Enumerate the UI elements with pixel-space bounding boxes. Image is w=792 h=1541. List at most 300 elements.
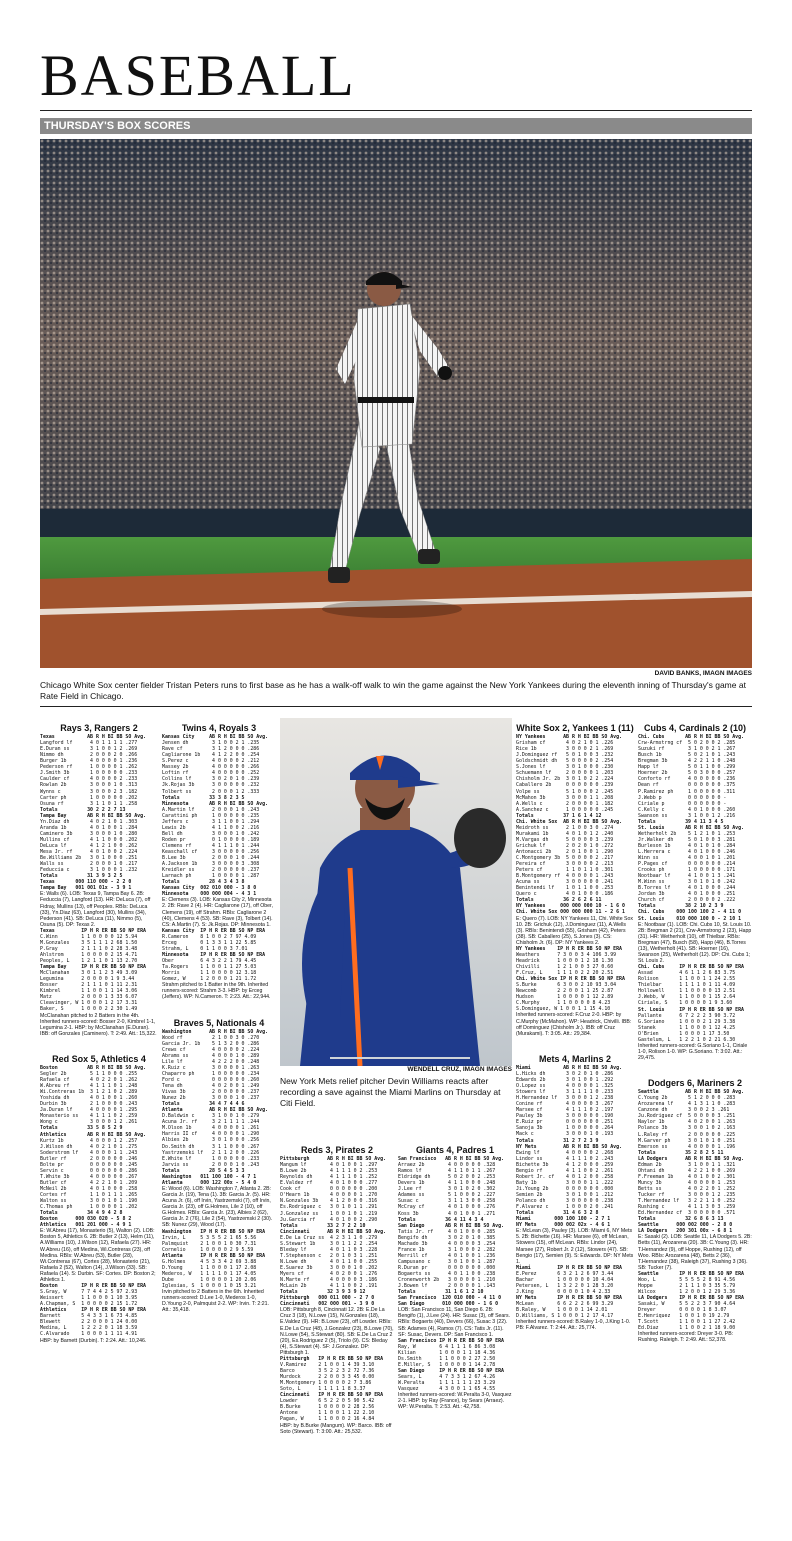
white-sox-player-photo: [40, 139, 752, 668]
game-tail: Inherited runners-scored: G.Soriano 1-1, Ciriale 1-0, Rolison 1-0. WP: G.Soriano. T: 3:02. Att.: 29,475.: [638, 1042, 748, 1061]
pitching-line: W.Peralta 1 1 1 1 1 1 23 3.29: [398, 1380, 496, 1387]
box-line: McLain 2b 4 1 1 0 0 2 .191: [280, 1283, 378, 1290]
box-line: Bleday lf 4 0 1 1 0 3 .228: [280, 1246, 378, 1253]
box-line: Cook cf 0 0 0 0 0 0 .200: [280, 1186, 378, 1193]
box-line: W.Abreu rf 4 1 1 1 0 1 .248: [40, 1083, 138, 1090]
box-line: Meidroth ss 2 1 0 0 3 0 .274: [516, 824, 614, 831]
pitching-line: Dube 1 0 0 0 0 1 20 2.06: [162, 1276, 257, 1283]
box-line: Mangum lf 4 0 1 0 0 1 .297: [280, 1162, 378, 1169]
pitching-line: Palmquist 2 1 0 0 1 0 30 7.31: [162, 1240, 257, 1247]
box-line: McMahon 3b 3 0 0 0 1 1 .208: [516, 794, 614, 801]
pitching-line: Pittsburgh IP H R ER BB SO NP ERA: [280, 1356, 384, 1363]
pitching-line: C.Winn 1 1 0 0 0 0 12 5.94: [40, 933, 138, 940]
box-line: Totals 33 2 7 2 2 10: [280, 1222, 366, 1229]
box-line: Wi.Contreras 1b 3 1 2 1 0 2 .289: [40, 1089, 138, 1096]
box-line: Edman 2b 3 1 0 0 1 1 .321: [638, 1161, 736, 1168]
box-line: Keaschall cf 3 0 0 0 0 0 .256: [162, 848, 260, 855]
pitching-line: Weissert 1 1 0 0 0 1 10 3.95: [40, 1295, 138, 1302]
box-line: Ja.Duran lf 4 0 0 0 0 1 .295: [40, 1107, 138, 1114]
box-line: Baty 1b 3 0 0 0 1 1 .222: [516, 1179, 614, 1186]
pitching-line: Gomez, W 1 2 0 0 0 1 21 1.72: [162, 976, 257, 983]
box-line: Caminero 3b 3 0 0 0 1 0 .280: [40, 830, 138, 837]
pitching-line: Seattle IP H R ER BB SO NP ERA: [638, 1270, 744, 1277]
box-line: Arraez 2b 4 0 0 0 0 0 .328: [398, 1162, 496, 1169]
box-line: Polanco 3b 3 0 0 1 0 2 .163: [638, 1125, 736, 1132]
box-line: Pereira cf 3 0 0 0 0 2 .213: [516, 861, 614, 868]
box-line: M.Olson 1b 4 0 0 0 0 1 .261: [162, 1125, 260, 1132]
box-line: Totals 33 5 8 5 2 9: [40, 1125, 123, 1132]
box-line: Miami 000 100 100 - 2 7 1: [516, 1216, 611, 1223]
box-line: J.Wilson dh 4 0 2 1 0 1 .275: [40, 1143, 138, 1150]
box-line: Pederson rf 1 0 0 0 0 1 .262: [40, 764, 138, 771]
box-line: Lile lf 4 2 2 2 0 0 .248: [162, 1058, 260, 1065]
box-line: Seattle 000 002 000 - 2 8 0: [638, 1222, 733, 1229]
pitching-line: Texas IP H R ER BB SO NP ERA: [40, 927, 146, 934]
box-line: C.Montgomery 3b 5 0 0 0 0 2 .217: [516, 855, 614, 862]
pitching-line: Antone 1 1 0 0 1 1 22 2.10: [280, 1410, 375, 1417]
box-line: Rave cf 3 1 2 0 0 0 .286: [162, 746, 260, 753]
pitching-line: Minnesota IP H R ER BB SO NP ERA: [162, 952, 266, 959]
pitching-line: E.Perez 6 3 2 1 2 6 97 3.44: [516, 1270, 614, 1277]
game-notes: E: Clemens (3). LOB: Kansas City 2, Minnesota 2. 2B: Rave 2 (4). HR: Cagliarone (17), off Ober, Clemens (19), off Strahm. RBIs: Cagliarone 2 (40), Clemens 4 (53). SB: Rave (3), Tolbert (14). CS: A.Martin (7). S: Jk.Rojas. DP: Minnesota 1.: [162, 897, 273, 928]
box-line: Edwards 2b 3 0 1 0 0 1 .292: [516, 1077, 614, 1084]
box-line: Monasterio ss 4 1 1 1 0 2 .259: [40, 1113, 138, 1120]
pitching-line: Matz 2 0 0 0 1 3 33 6.07: [40, 994, 138, 1001]
pitching-line: O'Brien 1 0 0 0 1 17 3.50: [638, 1030, 730, 1037]
pitching-line: Sasaki, W 5 5 2 2 3 7 90 4.64: [638, 1301, 736, 1308]
box-line: Suzuki rf 3 1 0 0 2 1 .267: [638, 746, 736, 753]
box-line: Quero c 4 0 1 0 0 0 .186: [516, 891, 614, 898]
pitching-line: J.Webb, W 1 1 0 0 0 1 15 2.64: [638, 994, 736, 1001]
box-line: L.Hicks dh 3 0 2 0 1 0 .286: [516, 1071, 614, 1077]
box-line: Emerson ss 4 0 0 0 0 1 .196: [638, 1143, 736, 1150]
box-line: Chi. White Sox AB R H BI BB SO Avg.: [516, 818, 622, 825]
box-line: A.Sanchez c 1 0 0 0 0 0 .245: [516, 806, 614, 813]
box-line: Bogaerts ss 4 0 1 1 0 0 .238: [398, 1270, 496, 1277]
box-line: DeLuca lf 4 1 2 1 0 0 .262: [40, 842, 138, 849]
pitching-line: Vasquez 4 3 0 0 1 1 65 4.55: [398, 1386, 496, 1393]
box-line: Koss 3b 4 0 1 0 0 1 .271: [398, 1210, 496, 1217]
box-line: Kansas City 002 010 000 - 3 8 0: [162, 885, 257, 892]
game-headline: Reds 3, Pirates 2: [300, 1145, 374, 1156]
photo2-caption: New York Mets relief pitcher Devin Williams reacts after recording a save against the Miami Marlins on Thursday at Citi Field.: [280, 1076, 501, 1108]
box-line: Cronenworth 2b 3 0 0 0 0 1 .210: [398, 1277, 496, 1284]
box-line: Abrams ss 4 0 0 0 1 0 .289: [162, 1052, 260, 1059]
pitching-line: St. Louis IP H R ER BB SO NP ERA: [638, 1006, 744, 1013]
pitching-line: Hoppe 2 1 1 1 0 3 35 5.79: [638, 1282, 736, 1289]
game-headline: Cubs 4, Cardinals 2 (10): [643, 723, 747, 734]
box-line: E.Valdez rf 4 0 1 0 0 0 .277: [280, 1180, 378, 1187]
box-line: Aranda 1b 4 0 1 0 0 1 .284: [40, 824, 138, 831]
box-column-5: [516, 710, 634, 1540]
box-line: NY Mets 000 002 02x - 4 6 1: [516, 1222, 611, 1229]
box-line: Pittsburgh AB R H BI BB SO Avg.: [280, 1156, 386, 1163]
box-line: Bolte pr 0 0 0 0 0 0 .245: [40, 1161, 138, 1168]
box-line: Tena dh 4 0 2 0 0 1 .249: [162, 1083, 260, 1090]
box-line: Ji.Young 2b 0 0 0 0 0 0 .000: [516, 1185, 614, 1192]
box-line: N.Gonzales 3b 4 1 2 0 0 0 .316: [280, 1198, 378, 1205]
main-photo: [40, 139, 752, 668]
box-line: Goldschmidt dh 5 0 0 0 0 2 .254: [516, 758, 614, 765]
box-line: Betts ss 4 0 2 2 0 1 .252: [638, 1185, 736, 1192]
pitching-line: Barco 3 5 2 2 3 2 72 7.36: [280, 1368, 375, 1375]
box-score: [280, 1144, 394, 1435]
box-line: Acuna ss 3 0 0 0 0 0 .241: [516, 879, 614, 886]
box-line: McNeil 2b 4 0 1 0 0 0 .258: [40, 1185, 138, 1192]
box-line: Yoshida dh 4 0 1 0 0 1 .260: [40, 1095, 138, 1102]
box-line: N.Lowe dh 4 0 1 1 0 0 .255: [280, 1258, 378, 1265]
pitching-line: A.Chapman, S 1 0 0 0 0 2 15 1.72: [40, 1301, 138, 1308]
box-line: J.Dominguez rf 5 0 1 0 0 3 .232: [516, 752, 614, 759]
pitching-line: Washington IP H R ER BB SO NP ERA: [162, 1228, 266, 1235]
pitching-line: San Diego IP H R ER BB SO NP ERA: [398, 1367, 504, 1374]
box-line: Machado 3b 4 0 0 0 0 3 .254: [398, 1240, 496, 1247]
box-line: Osuna rf 3 1 1 0 1 1 .258: [40, 800, 138, 807]
box-line: Mullins cf 4 1 1 0 0 0 .202: [40, 836, 138, 843]
box-line: Swanson ss 3 1 0 0 1 2 .216: [638, 812, 736, 819]
box-line: E.Duran ss 3 1 0 0 1 2 .269: [40, 746, 138, 753]
pitching-line: T.Scott 1 1 0 0 1 1 27 2.42: [638, 1319, 736, 1326]
pitching-line: Medina, L 1 2 2 2 0 1 18 3.59: [40, 1325, 138, 1332]
box-line: Totals 35 2 8 2 5 11: [638, 1149, 724, 1156]
box-column-1: [40, 710, 158, 1540]
box-score: [40, 1053, 158, 1344]
pitching-line: Boston IP H R ER BB SO NP ERA: [40, 1283, 146, 1290]
mets-pitcher-photo: [280, 718, 512, 1066]
box-line: NY Yankees 000 000 000 10 - 1 6 0: [516, 903, 625, 910]
box-line: O.Lopez ss 4 0 0 0 0 1 .325: [516, 1083, 614, 1090]
box-line: Bichette 3b 4 1 2 0 0 0 .259: [516, 1161, 614, 1168]
pitching-line: Kimbrel 1 1 0 0 1 1 14 3.06: [40, 988, 138, 995]
pitching-line: Rolison 1 1 0 0 1 1 24 2.55: [638, 976, 736, 983]
box-line: T.Stephenson c 2 0 1 0 3 1 .251: [280, 1252, 378, 1259]
pitching-line: Chivilli 1 2 1 0 0 3 27 0.60: [516, 964, 614, 971]
pitching-line: C.Alvarado 1 0 0 0 1 1 11 4.91: [40, 1331, 138, 1338]
box-line: M.Winn ss 3 0 1 0 1 0 .242: [638, 879, 736, 886]
box-line: Chi. Cubs AB R H BI BB SO Avg.: [638, 734, 744, 741]
pitching-line: McClanahan 3 0 1 1 2 3 49 3.09: [40, 970, 138, 977]
box-line: L.Herrera c 4 0 1 0 0 0 .246: [638, 848, 736, 855]
section-title: BASEBALL: [40, 43, 356, 108]
photo-caption: Chicago White Sox center fielder Tristan Peters runs to first base as he has a walk-off walk to win the game against the New York Yankees during the eleventh inning of Thursday's game at Rate Field in Chicago.: [40, 680, 746, 701]
pitching-line: NY Mets IP H R ER BB SO NP ERA: [516, 1295, 622, 1302]
box-line: Rowlan 2b 3 0 0 0 1 0 .313: [40, 782, 138, 789]
box-score: [398, 1144, 512, 1410]
box-line: Mack c 3 0 0 0 1 0 .193: [516, 1131, 614, 1138]
game-headline: Dodgers 6, Mariners 2: [647, 1078, 743, 1089]
box-line: Seattle AB R H BI BB SO Avg.: [638, 1089, 744, 1096]
pitching-line: Athletics IP H R ER BB SO NP ERA: [40, 1307, 146, 1314]
pitching-line: Kansas City IP H R ER BB SO NP ERA: [162, 927, 266, 934]
box-line: E.Suarez 3b 3 0 0 0 1 0 .202: [280, 1264, 378, 1271]
box-line: Feduccia c 3 1 0 0 0 1 .232: [40, 867, 138, 874]
pitching-line: Pallante 6 7 2 2 2 3 90 3.72: [638, 1012, 736, 1019]
pitching-line: Bosser 2 1 1 1 0 1 11 2.31: [40, 982, 138, 989]
mets-photo: [280, 718, 512, 1066]
pitching-line: B.Burke 1 0 0 0 0 2 28 2.56: [280, 1404, 375, 1411]
box-line: Totals 32 3 9 3 9 12: [280, 1289, 366, 1296]
box-line: Caulder cf 4 0 0 0 0 2 .233: [40, 776, 138, 783]
box-line: Arozarena lf 4 1 3 1 1 0 .283: [638, 1101, 736, 1108]
box-column-3: [280, 1132, 394, 1540]
pitching-line: Pagan, W 1 1 0 0 0 2 16 4.84: [280, 1416, 375, 1423]
box-line: Totals 31 2 7 2 3 9: [516, 1137, 599, 1144]
game-notes: LOB: Pittsburgh 8, Cincinnati 12. 2B: E.De La Cruz 3 (18), N.Lowe (15), N.Gonzales (18), E.Valdez (9). HR: B.Lowe (23), off Lowder. RBIs: E.De La Cruz (48), J.Gonzalez (23), B.Lowe (70), N.Lowe (54), S.Stewart (80). SB: E.De La Cruz 2 (20), Es.Rodriguez 2 (5), Triolo (9). CS: Bleday (4), S.Stewart (4). SF: J.Gonzalez. DP: Pittsburgh 1.: [280, 1307, 394, 1356]
box-line: Canzone dh 3 0 0 2 3 .261: [638, 1107, 730, 1114]
game-headline: Giants 4, Padres 1: [415, 1145, 495, 1156]
game-notes: E: Sasaki (2). LOB: Seattle 11, LA Dodgers 5. 2B: Betts (11), Arozarena (20). 3B: C.Young (3). HR: T.Hernandez (9), off Hoppe, Rushing (12), off Woo. RBIs: Arozarena (48), Betts 2 (36), T.Hernandez (38), Raleigh (37), Rushing 3 (36). SB: Tucker (7).: [638, 1234, 752, 1271]
box-line: F.Freeman 1b 4 0 1 0 0 2 .301: [638, 1173, 736, 1180]
box-line: J.Bowen lf 2 0 0 0 0 1 .143: [398, 1283, 496, 1290]
box-column-4: [398, 1132, 512, 1540]
box-line: Campusano c 3 0 1 0 0 1 .287: [398, 1258, 496, 1265]
pitching-line: Weathers 7 3 0 0 3 4 106 3.99: [516, 952, 617, 959]
box-column-6: [638, 710, 752, 1540]
box-line: Wetherholt 2b 5 1 2 1 0 1 .253: [638, 830, 736, 837]
pitching-line: Cornelio 1 0 0 0 0 2 9 5.59: [162, 1246, 254, 1253]
pitching-line: Ray, W 6 4 1 1 1 6 86 3.08: [398, 1343, 496, 1350]
box-line: Athletics 001 201 000 - 4 9 1: [40, 1222, 132, 1229]
box-line: Nootbaar lf 4 1 0 0 1 3 .241: [638, 873, 736, 880]
box-line: Ju.Rodriguez cf 5 0 0 0 0 3 .251: [638, 1113, 736, 1120]
box-line: T.Hernandez lf 3 2 2 1 1 0 .252: [638, 1198, 736, 1205]
box-line: Lewis 2b 4 1 1 0 0 2 .216: [162, 824, 260, 831]
pitching-line: Woo, L 5 5 5 5 2 8 91 4.56: [638, 1276, 736, 1283]
box-line: F.Alvarez c 1 0 0 0 2 0 .241: [516, 1204, 614, 1211]
game-notes: E: Walls (6). LOB: Texas 9, Tampa Bay 6. 2B: Feduccia (7), Langford (13). HR: DeLuca (7), off Fidray, Mullins (13), off Peoples. RBIs: DeLuca (33), Yn.Diaz (63), Langford (30), Mullins (34), Pederson (41). SB: DeLuca (11), Nimmo (5), Osuna (5). DP: Texas 2.: [40, 891, 151, 928]
box-line: Walton ss 3 0 0 1 0 1 .190: [40, 1198, 138, 1205]
box-line: C.Young 2b 5 1 2 0 0 0 .283: [638, 1095, 736, 1102]
box-line: A.Jackson 1b 3 0 0 0 0 3 .308: [162, 861, 260, 868]
box-line: Collins lf 3 0 2 0 1 0 .239: [162, 776, 260, 783]
box-line: St. Louis AB R H BI BB SO Avg.: [638, 824, 744, 831]
box-line: Grichuk lf 2 0 2 0 1 0 .272: [516, 842, 614, 849]
box-line: Texas AB R H BI BB SO Avg.: [40, 734, 146, 741]
box-line: NY Yankees AB R H BI BB SO Avg.: [516, 734, 622, 741]
box-line: Totals 34 4 9 4 2 8: [40, 1210, 123, 1217]
pitching-line: Cincinnati IP H R ER BB SO NP ERA: [280, 1392, 384, 1399]
box-line: Volpe ss 5 1 0 0 0 2 .245: [516, 788, 614, 795]
box-line: Murakami 1b 4 0 1 0 1 2 .240: [516, 830, 614, 837]
box-line: San Diego AB R H BI BB SO Avg.: [398, 1222, 504, 1229]
pitching-line: Morris 1 1 0 0 0 0 12 3.18: [162, 970, 257, 977]
game-headline: Twins 4, Royals 3: [181, 723, 257, 734]
box-line: Do.Smith dh 3 1 1 0 0 0 .267: [162, 1143, 260, 1150]
pitching-line: E.Henriquez 1 0 0 1 0 19 2.79: [638, 1313, 730, 1320]
box-line: Caballero 2b 0 0 0 0 0 0 .239: [516, 782, 614, 789]
box-line: Wynns c 3 0 0 0 2 3 .182: [40, 788, 138, 795]
pitching-line: Ds.Smith 1 1 0 0 0 2 27 2.50: [398, 1355, 496, 1362]
box-line: Totals 32 6 8 6 3 13: [638, 1216, 724, 1223]
box-line: Naylor 1b 4 0 2 0 0 1 .263: [638, 1119, 736, 1126]
box-line: Crooks ph 1 0 0 0 0 0 .171: [638, 867, 736, 874]
box-line: Acuna Jr. rf 3 2 1 1 1 1 .244: [162, 1119, 260, 1126]
box-line: Nimmo dh 2 0 0 0 2 0 .266: [40, 752, 138, 759]
box-line: Merrill cf 4 0 1 0 0 1 .236: [398, 1252, 496, 1259]
box-line: Be.Williams 2b 3 0 1 0 0 0 .251: [40, 855, 138, 862]
box-line: Totals 38 2 10 2 3 9: [638, 903, 724, 910]
box-line: Chi. White Sox 000 000 000 11 - 2 6 1: [516, 909, 625, 916]
box-line: Rafaela cf 4 0 2 2 0 1 .262: [40, 1077, 138, 1084]
pitching-line: D.Young 1 1 0 0 0 1 17 2.08: [162, 1264, 257, 1271]
box-line: Tatis Jr. rf 4 0 1 0 0 0 .285: [398, 1228, 496, 1235]
box-line: Atlanta AB R H BI BB SO Avg.: [162, 1107, 268, 1114]
pitching-line: Lowder 6 5 2 2 0 5 90 5.42: [280, 1398, 375, 1405]
pitching-line: Wilcox 1 2 0 0 1 2 29 3.36: [638, 1289, 736, 1296]
box-line: Cincinnati 002 000 001 - 3 9 0: [280, 1301, 375, 1308]
pitching-line: Murdock 2 2 0 0 3 3 45 0.00: [280, 1374, 375, 1381]
box-line: Chisholm Jr. 2b 3 0 1 0 2 2 .224: [516, 776, 614, 783]
pitching-line: D.Williams, S 1 0 0 0 1 2 17 4.17: [516, 1313, 614, 1320]
pitching-line: B.Raley, W 1 0 0 0 1 14 2.01: [516, 1307, 608, 1314]
box-line: Rushing c 4 1 1 3 0 3 .259: [638, 1204, 736, 1211]
pitching-line: Blewett 2 2 0 0 0 1 24 0.00: [40, 1319, 138, 1326]
pitching-line: M.Montgomery 1 0 0 0 0 2 7 3.86: [280, 1380, 372, 1387]
box-line: Bregman 3b 4 2 2 1 1 0 .248: [638, 758, 736, 765]
pitching-line: R.Cameron 8 1 0 0 2 7 97 4.09: [162, 933, 257, 940]
box-line: Tampa Bay 001 001 01x - 3 9 1: [40, 885, 132, 892]
pitching-line: Petersen, L 1 3 2 2 0 1 28 3.20: [516, 1282, 614, 1289]
box-column-2: [162, 710, 276, 1540]
box-line: Boston 000 030 020 - 5 8 2: [40, 1216, 132, 1223]
box-line: E.De La Cruz ss 4 2 3 1 1 0 .279: [280, 1234, 378, 1241]
box-line: Yastrzemski lf 2 1 1 2 0 0 .226: [162, 1149, 260, 1156]
box-line: Totals 31 3 9 3 2 5: [40, 873, 123, 880]
box-line: Massey 2b 4 0 0 0 0 0 .266: [162, 764, 260, 771]
box-line: E.Ruiz pr 0 0 0 0 0 0 .251: [516, 1119, 614, 1126]
box-line: S.Jones lf 3 0 1 0 0 0 .230: [516, 764, 614, 771]
game-notes: E: Wood (6). LOB: Washington 7, Atlanta 2. 2B: Garcia Jr. (19), Tena (1). 3B: Garcia Jr. (5). HR: Acuna Jr. (6), off Irvin, Yastrzemski (7), off Irvin, Garcia Jr. (23), off G.Holmes, Lile 2 (10), off G.Holmes. RBIs: Garcia Jr. (23), Albies 2 (62), Garcia Jr. 2 (76), Lile 2 (54), Yastrzemski 2 (30). SB: Nunez (29), Wood (17).: [162, 1185, 273, 1229]
box-line: Walls ss 2 0 0 0 1 0 .217: [40, 861, 138, 868]
box-line: Busch 1b 5 0 2 1 0 1 .243: [638, 752, 736, 759]
pitching-line: Iglesias, S 1 0 0 0 1 0 15 3.21: [162, 1282, 257, 1289]
box-line: Conforto rf 4 0 0 0 0 0 .236: [638, 776, 736, 783]
pitching-line: Ed.Diaz 1 1 0 0 2 1 18 9.00: [638, 1325, 736, 1332]
box-line: Tolbert ss 2 0 0 0 1 2 .333: [162, 788, 260, 795]
box-line: Ciriale p 0 0 0 0 0 0 -: [638, 800, 727, 807]
box-line: St. Louis 010 000 100 0 - 2 10 1: [638, 915, 742, 922]
box-line: Stowers lf 3 1 1 1 1 0 .233: [516, 1089, 614, 1096]
box-line: Ramos lf 4 1 1 0 1 1 .267: [398, 1168, 496, 1175]
game-notes: E: Nootbaar (1). LOB: Chi. Cubs 10, St. Louis 10. 2B: Bregman 2 (21), Crw-Armstrong 2 (23), Happ (31). HR: Wetherholt (10), off Thielbar. RBIs: Bregman (47), Busch (58), Happ (46), B.Torres (13), Wetherholt (41). SB: Hoerner (16), Swanson (25), Wetherholt (12). DP: Chi. Cubs 1; St. Louis 2.: [638, 921, 752, 965]
box-line: Jk.Rojas 3b 3 0 0 0 0 0 .232: [162, 782, 260, 789]
box-line: Pauley 3b 3 0 0 0 0 0 .190: [516, 1113, 614, 1120]
box-line: Totals 36 4 11 4 3 4: [398, 1216, 484, 1223]
box-line: San Diego 010 000 000 - 1 6 0: [398, 1301, 499, 1308]
box-line: Antonacci 2b 2 0 1 0 0 1 .290: [516, 848, 614, 855]
box-line: O'Hearn 1b 4 0 0 0 0 1 .270: [280, 1192, 378, 1199]
pitching-line: San Francisco IP H R ER BB SO NP ERA: [398, 1337, 504, 1344]
box-line: Garcia Jr. 1b 5 1 3 2 0 0 .286: [162, 1040, 260, 1047]
box-line: Miami AB R H BI BB SO Avg.: [516, 1064, 622, 1071]
box-line: LA Dodgers AB R H BI BB SO Avg.: [638, 1155, 744, 1162]
box-line: Atlanta 000 122 00x - 5 4 0: [162, 1179, 257, 1186]
box-line: Washington AB R H BI BB SO Avg.: [162, 1028, 268, 1035]
box-line: Adames ss 5 1 0 0 0 2 .227: [398, 1192, 496, 1199]
pitching-line: Ahlstrom 1 0 0 0 0 2 15 4.71: [40, 952, 138, 959]
box-line: Nunez 2b 3 0 0 0 1 0 .237: [162, 1095, 260, 1102]
box-line: San Francisco 120 010 000 - 4 11 0: [398, 1295, 502, 1302]
box-line: S.Perez c 4 0 0 0 0 2 .212: [162, 758, 260, 765]
pitching-line: Soto, L 1 1 1 1 1 8 3.37: [280, 1386, 366, 1393]
pitching-line: S.Dominguez, W 1 0 0 1 1 15 4.10: [516, 1006, 611, 1013]
game-headline: White Sox 2, Yankees 1 (11): [516, 723, 634, 734]
pitching-line: Irvin, L 5 3 5 5 2 1 65 5.56: [162, 1234, 257, 1241]
box-line: Polanco dh 3 0 0 0 0 0 .238: [516, 1197, 614, 1204]
box-line: Eldridge dh 5 0 2 0 0 2 .253: [398, 1174, 496, 1181]
box-line: J.Webb p 0 0 0 0 0 0 -: [638, 794, 727, 801]
title-rule: [40, 110, 752, 111]
box-line: Servin c 0 0 0 0 0 0 .286: [40, 1167, 138, 1174]
box-line: C.Thomas ph 1 0 0 0 0 1 .202: [40, 1204, 138, 1211]
box-line: Church cf 2 0 0 0 0 2 .222: [638, 897, 736, 904]
box-line: Hoerner 2b 5 0 3 0 0 0 .257: [638, 770, 736, 777]
box-line: McCray cf 4 0 1 0 0 0 .276: [398, 1204, 496, 1211]
box-line: Ohtani dh 4 2 2 1 0 0 .269: [638, 1167, 736, 1174]
box-line: T.White 3b 4 0 0 0 0 0 .267: [40, 1173, 138, 1180]
box-line: Dean rf 0 0 0 0 0 0 .375: [638, 782, 736, 789]
box-line: Butler cf 4 2 2 1 0 1 .209: [40, 1179, 138, 1186]
box-line: Semien 2b 3 0 1 0 0 1 .212: [516, 1191, 614, 1198]
box-line: Langford lf 4 0 1 1 1 1 .277: [40, 740, 138, 747]
pitching-line: McLean 6 6 2 2 2 6 99 3.29: [516, 1301, 614, 1308]
caption-rule: [40, 706, 752, 707]
box-line: Winn ss 4 0 0 1 0 1 .201: [638, 855, 736, 862]
box-line: Kurtz 1b 4 0 0 0 1 2 .257: [40, 1137, 138, 1144]
box-line: A.Wells c 2 0 0 0 0 1 .182: [516, 800, 614, 807]
pitching-line: V.Ramirez 2 1 0 0 1 4 39 3.10: [280, 1362, 375, 1369]
box-line: Minnesota 000 000 004 - 4 3 1: [162, 891, 257, 898]
game-tail: Irvin pitched to 2 Batters in the 6th. Inherited runners-scored: D.Lee 1-0, Mederos 1-0, D.Young 2-0, Palmquist 2-2. WP: Irvin. T: 2:21. Att.: 35,418.: [162, 1288, 269, 1314]
box-line: B.Lee 3b 2 0 0 0 1 0 .244: [162, 855, 260, 862]
box-line: J.Smith 3b 1 0 0 0 0 0 .233: [40, 770, 138, 777]
pitching-line: C.Murphy 1 1 0 0 0 0 8 4.23: [516, 1000, 611, 1007]
pitching-line: Chi. White Sox IP H R ER BB SO NP ERA: [516, 976, 625, 983]
box-line: Bengifo dh 3 0 2 0 1 0 .385: [398, 1234, 496, 1241]
box-line: Devers 1b 4 1 1 0 0 0 .248: [398, 1180, 496, 1187]
box-line: Mesa Jr. rf 4 0 1 0 0 2 .224: [40, 848, 138, 855]
pitching-line: Atlanta IP H R ER BB SO NP ERA: [162, 1252, 266, 1259]
box-line: Burger 1b 4 0 0 0 0 1 .236: [40, 758, 138, 765]
box-line: Tampa Bay AB R H BI BB SO Avg.: [40, 812, 146, 819]
box-line: Ford c 0 0 0 0 0 0 .260: [162, 1077, 260, 1083]
game-notes: E: Quero (7). LOB: NY Yankees 11, Chi. White Sox 10. 2B: Grichuk (12), J.Dominguez (11), A.Wells (3). RBIs: Benintendi (55), Grisham (42), Peters (38). SB: Caballero (25), S.Jones (3). CS: Chisholm Jr. (6). DP: NY Yankees 2.: [516, 915, 633, 946]
pitching-line: Mederos, W 1 1 1 1 0 1 17 4.05: [162, 1270, 257, 1277]
game-tail: McClanahan pitched to 2 Batters in the 4th. Inherited runners-scored: Bosser 2-0, Kimbrel 1-1, Legumina 2-1. HBP: by McClanahan (E.Duran). IBB: off Gonzales (Caminero). T: 2:49. Att.: 15,322.: [40, 1012, 157, 1037]
box-line: Larnach ph 1 0 0 0 0 1 .287: [162, 873, 260, 880]
box-line: Totals 28 5 4 5 3 3: [162, 1167, 245, 1174]
box-line: Jarvis ss 2 0 0 0 1 0 .243: [162, 1161, 260, 1168]
box-line: Grisham cf 4 0 2 1 0 1 .226: [516, 740, 614, 747]
box-line: Marsee cf 4 1 1 1 0 2 .197: [516, 1107, 614, 1114]
pitching-line: Ober 6 4 3 2 2 1 79 4.45: [162, 958, 257, 965]
pitching-line: P.Gray 2 1 1 1 0 2 28 3.48: [40, 946, 138, 953]
box-line: Totals 31 1 6 1 2 10: [398, 1289, 484, 1296]
pitching-line: F.Cruz, L 1 1 1 0 2 2 20 2.51: [516, 970, 614, 977]
game-tail: HBP: by B.Burke (Mangum). WP: Barco. IBB: off Soto (Stewart). T: 3:00. Att.: 25,532.: [280, 1422, 392, 1435]
box-line: Totals 30 2 2 2 7 13: [40, 806, 126, 813]
box-line: Ewing lf 4 0 0 0 0 2 .268: [516, 1149, 614, 1156]
box-line: M.Garver ph 3 0 1 0 1 0 .251: [638, 1137, 736, 1144]
pitching-line: NY Yankees IP H R ER BB SO NP ERA: [516, 945, 622, 952]
box-line: Susac c 3 1 1 3 0 0 .258: [398, 1198, 496, 1205]
box-line: Crw-Armstrng cf 5 0 2 0 0 2 .285: [638, 740, 736, 747]
box-line: B.Lowe 2b 4 1 1 1 0 2 .253: [280, 1168, 378, 1175]
box-line: Totals 31 4 6 3 2 8: [516, 1210, 599, 1217]
box-line: Chi. Cubs 000 100 100 2 - 4 11 0: [638, 909, 742, 916]
box-line: B.Montgomery rf 4 0 0 0 0 1 .243: [516, 873, 614, 880]
box-line: C.Kelly c 4 0 1 0 0 0 .260: [638, 806, 736, 813]
